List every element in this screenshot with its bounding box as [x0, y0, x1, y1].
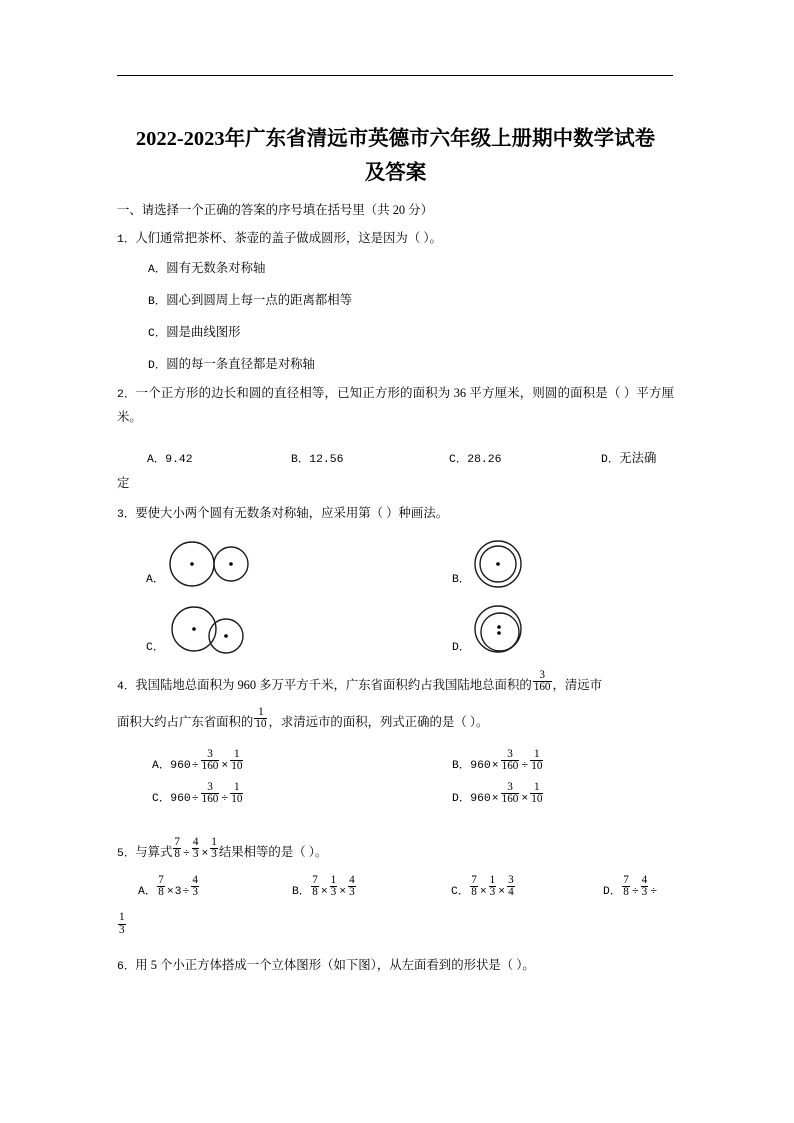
fraction [191, 875, 199, 900]
fraction [530, 749, 543, 774]
option-label: D． [148, 360, 167, 372]
operator: × [339, 886, 347, 899]
option-label: D． [452, 793, 471, 806]
question-4-option-b[interactable] [452, 747, 544, 778]
operator: ÷ [521, 760, 529, 773]
denominator: 3 [192, 848, 199, 861]
question-4-stem-line-1 [117, 668, 674, 699]
operator: ÷ [650, 886, 658, 899]
question-2-number: 2． [117, 389, 136, 401]
question-6-text: 用 5 个小正方体搭成一个立体图形（如下图），从左面看到的形状是（ ）。 [135, 958, 535, 972]
numerator: 1 [489, 873, 496, 886]
option-label: C． [451, 886, 470, 899]
numerator: 3 [539, 668, 545, 681]
option-label: B． [148, 296, 167, 308]
denominator: 10 [231, 793, 243, 806]
question-5-option-c[interactable] [451, 873, 516, 904]
fraction [507, 875, 515, 900]
question-4-text-4: ，求清远市的面积，列式正确的是（ ）。 [268, 715, 489, 730]
question-6-number: 6． [117, 961, 136, 973]
question-4-option-c[interactable] [152, 780, 244, 811]
operator: × [201, 848, 209, 861]
fraction [118, 912, 126, 937]
operator: ÷ [183, 848, 190, 861]
denominator: 8 [471, 886, 477, 899]
denominator: 160 [533, 681, 551, 694]
denominator: 8 [158, 886, 164, 899]
numerator: 1 [330, 873, 337, 886]
question-6-stem [117, 955, 674, 979]
question-5-text-post: 结果相等的是（ ）。 [218, 845, 328, 860]
option-text: 12.56 [309, 454, 344, 466]
fraction-3-over-160 [533, 670, 552, 695]
question-3-stem [117, 503, 674, 527]
section-heading: 一、请选择一个正确的答案的序号填在括号里（共 20 分） [117, 203, 433, 217]
numerator: 4 [192, 835, 199, 848]
option-label: A． [147, 454, 166, 466]
numerator: 1 [119, 911, 125, 923]
denominator: 3 [330, 886, 337, 899]
option-value: 960 [170, 793, 191, 806]
question-1-option-d[interactable] [148, 354, 668, 378]
fraction [201, 782, 220, 807]
denominator: 10 [531, 760, 543, 773]
numerator: 3 [207, 747, 213, 760]
option-label: C． [449, 454, 468, 466]
operator: × [498, 886, 506, 899]
fraction-7-over-8 [173, 837, 181, 862]
question-2-stem [117, 383, 674, 428]
question-3-number: 3． [117, 509, 136, 521]
question-5-option-d-wrap [117, 912, 127, 937]
numerator: 4 [641, 873, 648, 886]
question-3-option-a-label: A． [146, 574, 165, 586]
option-text: 28.26 [467, 454, 502, 466]
option-label: B． [292, 886, 311, 899]
option-value: 960 [170, 760, 191, 773]
denominator: 10 [531, 793, 543, 806]
option-label: D． [601, 454, 620, 466]
question-3-option-c-label: C． [146, 642, 165, 654]
denominator: 8 [623, 886, 629, 899]
fraction-4-over-3 [192, 837, 200, 862]
two-circles-external-tangent-icon [168, 539, 258, 589]
option-label: D． [603, 886, 622, 899]
operator: × [221, 760, 229, 773]
fraction [201, 749, 220, 774]
question-2-option-d-wrap [117, 473, 129, 495]
operator: × [491, 793, 499, 806]
denominator: 10 [255, 718, 267, 731]
operator: × [491, 760, 499, 773]
question-3-option-c-figure[interactable] [168, 605, 258, 657]
operator: × [320, 886, 328, 899]
numerator: 4 [192, 873, 198, 886]
operator: ÷ [182, 886, 190, 899]
question-4-option-a[interactable] [152, 747, 244, 778]
question-3-option-b-label: B． [452, 574, 471, 586]
denominator: 3 [211, 848, 217, 861]
denominator: 160 [201, 760, 219, 773]
numerator: 1 [258, 705, 264, 718]
option-label: C． [152, 793, 171, 806]
question-1-option-b[interactable] [148, 290, 668, 314]
question-2-option-b[interactable] [291, 448, 343, 472]
option-label: B． [452, 760, 471, 773]
fraction [330, 875, 338, 900]
option-text: 圆是曲线图形 [166, 325, 241, 339]
question-1-option-c[interactable] [148, 322, 668, 346]
denominator: 3 [119, 923, 125, 936]
denominator: 160 [501, 793, 519, 806]
two-circles-intersecting-icon [168, 605, 258, 657]
numerator: 3 [507, 780, 513, 793]
numerator: 7 [623, 873, 629, 886]
fraction [348, 875, 356, 900]
fraction [641, 875, 649, 900]
question-3-option-a-figure[interactable] [168, 539, 258, 589]
page-title-line-2: 及答案 [364, 162, 427, 184]
question-3-option-d-label: D． [452, 642, 471, 654]
numerator: 1 [534, 747, 540, 760]
numerator: 1 [234, 780, 240, 793]
option-label: A． [148, 264, 167, 276]
option-label: C． [148, 328, 167, 340]
denominator: 3 [349, 886, 355, 899]
option-text: 圆的每一条直径都是对称轴 [166, 357, 315, 371]
question-3-option-d-figure[interactable] [473, 605, 533, 657]
fraction-1-over-3 [210, 837, 218, 862]
option-label: A． [138, 886, 157, 899]
option-label: A． [152, 760, 171, 773]
question-3-text: 要使大小两个圆有无数条对称轴，应采用第（ ）种画法。 [135, 506, 449, 520]
denominator: 3 [192, 886, 198, 899]
fraction [230, 782, 243, 807]
fraction [489, 875, 497, 900]
question-4-number: 4． [117, 681, 136, 694]
fraction [311, 875, 319, 900]
numerator: 1 [534, 780, 540, 793]
operator: ÷ [191, 793, 199, 806]
question-5-number: 5． [117, 848, 136, 861]
option-text: 无法确 [619, 451, 657, 465]
question-4-option-d[interactable] [452, 780, 544, 811]
operator: ÷ [221, 793, 229, 806]
question-5-option-d[interactable] [603, 873, 658, 904]
numerator: 7 [312, 873, 318, 886]
operator: × [479, 886, 487, 899]
fraction-1-over-10 [254, 707, 267, 732]
operator: × [521, 793, 529, 806]
option-text: 圆心到圆周上每一点的距离都相等 [166, 293, 353, 307]
fraction [157, 875, 165, 900]
option-value: 960 [470, 760, 491, 773]
option-label: B． [291, 454, 310, 466]
denominator: 160 [501, 760, 519, 773]
question-5-stem [117, 835, 674, 866]
header-rule [117, 75, 673, 76]
numerator: 1 [234, 747, 240, 760]
question-2-option-a[interactable] [147, 448, 193, 472]
question-1-number: 1． [117, 234, 136, 246]
question-1-text: 人们通常把茶杯、茶壶的盖子做成圆形，这是因为（ ）。 [135, 231, 442, 245]
fraction [501, 749, 520, 774]
concentric-circles-icon [473, 539, 533, 589]
question-4-stem-line-2 [117, 705, 674, 735]
question-4-text-2: ，清远市 [552, 678, 603, 693]
option-text: 圆有无数条对称轴 [166, 261, 266, 275]
page-title [117, 122, 674, 190]
numerator: 4 [349, 873, 355, 886]
question-5-text-pre: 与算式 [135, 845, 173, 860]
numerator: 3 [507, 747, 513, 760]
question-5-option-a[interactable] [138, 873, 200, 904]
denominator: 8 [174, 848, 180, 861]
option-text-continued: 定 [117, 476, 130, 490]
option-value: 960 [470, 793, 491, 806]
fraction [501, 782, 520, 807]
numerator: 7 [471, 873, 477, 886]
fraction [530, 782, 543, 807]
operator: × [166, 886, 174, 899]
whole-number: 3 [174, 886, 182, 899]
question-2-option-d[interactable] [601, 448, 656, 472]
numerator: 3 [508, 873, 514, 886]
question-4-text-1: 我国陆地总面积为 960 多万平方千米，广东省面积约占我国陆地总面积的 [135, 678, 532, 693]
denominator: 3 [641, 886, 648, 899]
denominator: 8 [312, 886, 318, 899]
operator: ÷ [191, 760, 199, 773]
question-2-text: 一个正方形的边长和圆的直径相等，已知正方形的面积为 36 平方厘米，则圆的面积是（ ）平方厘米。 [117, 386, 674, 424]
question-5-option-b[interactable] [292, 873, 357, 904]
denominator: 4 [508, 886, 514, 899]
question-3-option-b-figure[interactable] [473, 539, 533, 589]
denominator: 160 [201, 793, 219, 806]
internally-tangent-circles-icon [473, 605, 533, 657]
numerator: 7 [174, 835, 180, 848]
fraction [230, 749, 243, 774]
denominator: 3 [489, 886, 496, 899]
question-4-text-3: 面积大约占广东省面积的 [117, 715, 254, 730]
fraction [470, 875, 478, 900]
question-2-option-c[interactable] [449, 448, 501, 472]
fraction [622, 875, 630, 900]
numerator: 3 [207, 780, 213, 793]
page-title-line-1: 2022-2023年广东省清远市英德市六年级上册期中数学试卷 [135, 128, 656, 150]
denominator: 10 [231, 760, 243, 773]
numerator: 7 [158, 873, 164, 886]
question-1-stem [117, 228, 674, 252]
question-1-option-a[interactable] [148, 258, 668, 282]
option-text: 9.42 [165, 454, 193, 466]
operator: ÷ [631, 886, 639, 899]
numerator: 1 [211, 835, 217, 848]
